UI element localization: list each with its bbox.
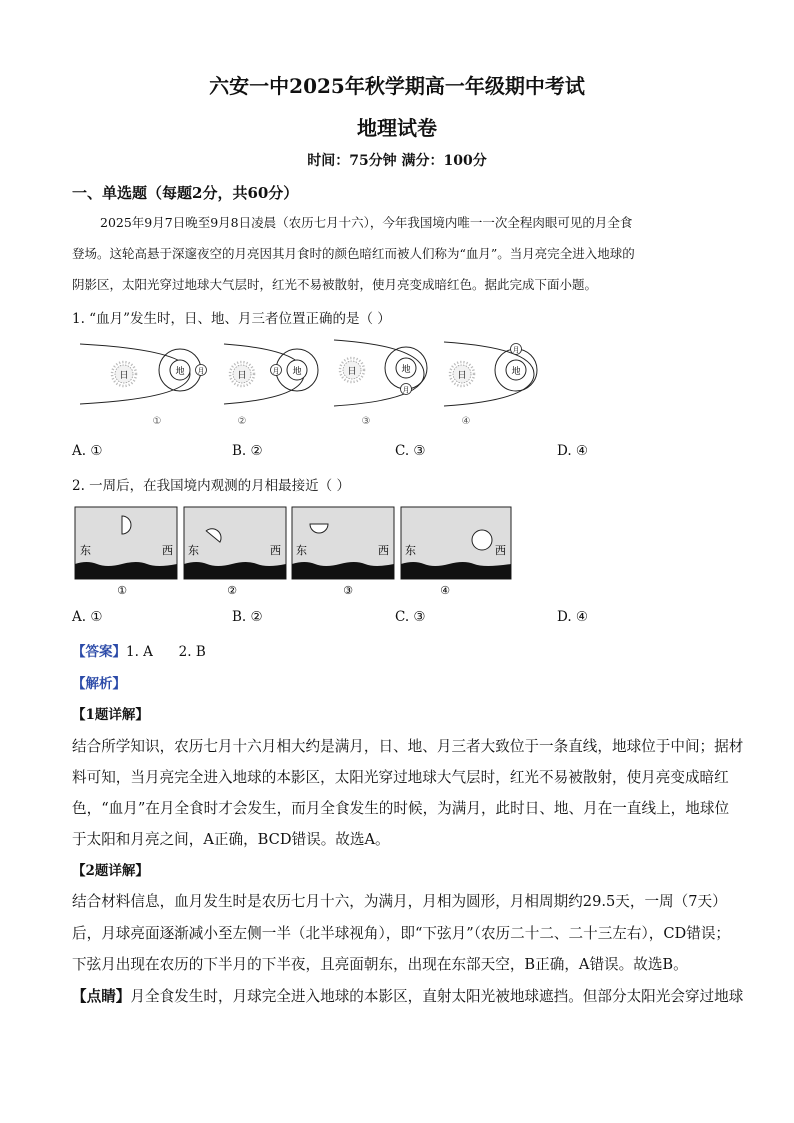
- passage-line-2: 登场。这轮高悬于深邃夜空的月亮因其月食时的颜色暗红而被人们称为“血月”。当月亮完全进入地球的: [72, 246, 635, 261]
- detail2-label: 【2题详解】: [72, 863, 149, 879]
- diagram-label-1: ①: [152, 416, 162, 427]
- west-label: 西: [495, 544, 506, 557]
- tip-label: 【点睛】: [72, 988, 131, 1005]
- q1-figure: [72, 332, 552, 432]
- answer-row: [72, 640, 206, 660]
- tip-row: [72, 985, 743, 1006]
- detail2-line-3: 下弦月出现在农历的下半月的下半夜，且亮面朝东，出现在东部天空，B正确，A错误。故选B。: [72, 956, 688, 973]
- q1-option-c[interactable]: C. ③: [395, 443, 426, 459]
- moon-label: 月: [512, 346, 520, 354]
- panel-label-2: ②: [227, 584, 237, 597]
- detail2-line-2: 后，月球亮面逐渐减小至左侧一半（北半球视角），即“下弦月”（农历二十二、二十三左右），CD错误；: [72, 925, 731, 942]
- sun-label: 日: [347, 367, 357, 377]
- moon-label: 月: [197, 367, 205, 375]
- q1-option-b[interactable]: B. ②: [232, 443, 263, 459]
- earth-label: 地: [511, 367, 521, 377]
- west-label: 西: [162, 544, 173, 557]
- earth-label: 地: [292, 367, 302, 377]
- west-label: 西: [270, 544, 281, 557]
- diagram-4: [444, 342, 537, 427]
- passage-line-1: 2025年9月7日晚至9月8日凌晨（农历七月十六），今年我国境内唯一一次全程肉眼可见的月全食: [100, 215, 633, 230]
- west-label: 西: [378, 544, 389, 557]
- moon-label: 月: [402, 386, 410, 394]
- detail2-line-1: 结合材料信息，血月发生时是农历七月十六，为满月，月相为圆形，月相周期约29.5天，一周（7天）: [72, 893, 727, 910]
- east-label: 东: [188, 544, 199, 557]
- sun-label: 日: [119, 371, 129, 381]
- answer-text: 1. A 2. B: [126, 644, 206, 660]
- panel-label-4: ④: [440, 584, 450, 597]
- q1-stem: 1. “血月”发生时，日、地、月三者位置正确的是（ ）: [72, 311, 391, 327]
- diagram-2: [224, 344, 318, 427]
- earth-label: 地: [175, 367, 185, 377]
- q2-stem: 2. 一周后，在我国境内观测的月相最接近（ ）: [72, 478, 350, 494]
- moon-label: 月: [272, 367, 280, 375]
- q2-option-d[interactable]: D. ④: [557, 609, 589, 625]
- east-label: 东: [80, 544, 91, 557]
- detail1-label: 【1题详解】: [72, 707, 149, 723]
- answer-label: 【答案】: [72, 644, 126, 660]
- earth-label: 地: [401, 365, 411, 375]
- diagram-label-3: ③: [361, 416, 371, 427]
- q2-figure: [72, 504, 517, 600]
- east-label: 东: [296, 544, 307, 557]
- diagram-label-4: ④: [461, 416, 471, 427]
- analysis-label: 【解析】: [72, 676, 126, 692]
- diagram-1: [80, 344, 207, 427]
- section-heading: 一、单选题（每题2分，共60分）: [72, 184, 299, 202]
- q2-option-a[interactable]: A. ①: [72, 609, 103, 625]
- tip-text: 月全食发生时，月球完全进入地球的本影区，直射太阳光被地球遮挡。但部分太阳光会穿过地球: [130, 988, 744, 1005]
- moon-panel-2: [184, 507, 286, 597]
- moon-phase-icon: [472, 530, 492, 550]
- east-label: 东: [405, 544, 416, 557]
- detail1-line-4: 于太阳和月亮之间，A正确，BCD错误。故选A。: [72, 831, 390, 848]
- time-info: 时间：75分钟 满分：100分: [307, 153, 487, 169]
- passage-line-3: 阴影区，太阳光穿过地球大气层时，红光不易被散射，使月亮变成暗红色。据此完成下面小题。: [72, 277, 598, 292]
- detail1-line-3: 色，“血月”在月全食时才会发生，而月全食发生的时候，为满月，此时日、地、月在一直线上，地球位: [72, 800, 730, 817]
- panel-label-3: ③: [343, 584, 353, 597]
- diagram-label-2: ②: [237, 416, 247, 427]
- subject-title: 地理试卷: [357, 116, 437, 140]
- q2-option-b[interactable]: B. ②: [232, 609, 263, 625]
- panel-label-1: ①: [117, 584, 127, 597]
- moon-panel-1: [75, 507, 177, 597]
- moon-panel-4: [401, 507, 511, 597]
- detail1-line-1: 结合所学知识，农历七月十六月相大约是满月，日、地、月三者大致位于一条直线，地球位于中间；据材: [72, 738, 744, 755]
- diagram-3: [334, 340, 427, 427]
- q2-option-c[interactable]: C. ③: [395, 609, 426, 625]
- q1-option-a[interactable]: A. ①: [72, 443, 103, 459]
- sun-label: 日: [237, 371, 247, 381]
- q1-option-d[interactable]: D. ④: [557, 443, 589, 459]
- sun-label: 日: [457, 371, 467, 381]
- detail1-line-2: 料可知，当月亮完全进入地球的本影区，太阳光穿过地球大气层时，红光不易被散射，使月亮变成暗红: [72, 769, 729, 786]
- exam-title: 六安一中2025年秋学期高一年级期中考试: [209, 74, 585, 98]
- moon-panel-3: [292, 507, 394, 597]
